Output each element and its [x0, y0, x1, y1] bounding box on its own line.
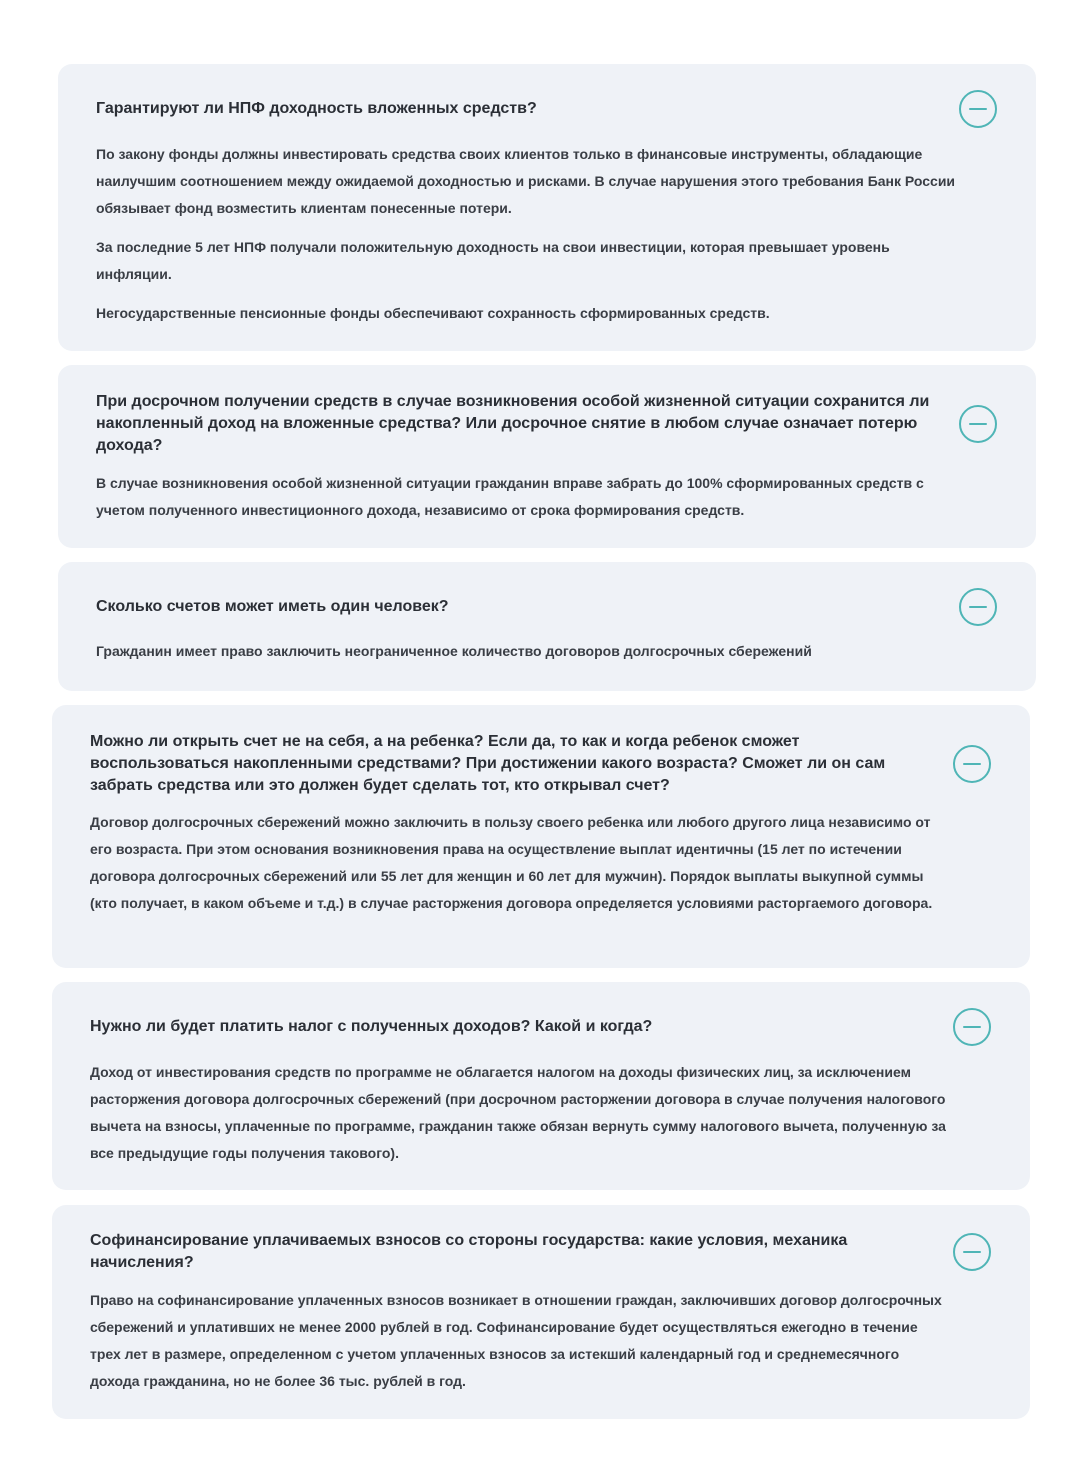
faq-answer [90, 1287, 950, 1395]
faq-answer-paragraph: Гражданин имеет право заключить неограниченное количество договоров долгосрочных сбережений [96, 643, 812, 659]
faq-answer [90, 809, 950, 917]
minus-circle-icon[interactable] [953, 1008, 991, 1046]
faq-question[interactable]: Нужно ли будет платить налог с полученных доходов? Какой и когда? [90, 1018, 653, 1035]
minus-circle-icon[interactable] [953, 745, 991, 783]
faq-question[interactable]: Можно ли открыть счет не на себя, а на ребенка? Если да, то как и когда ребенок сможет воспользоваться накопленными средствами? При достижении какого возраста? Сможет ли он сам забрать средства или это должен будет сделать тот, кто открывал счет? [90, 733, 886, 794]
faq-question[interactable]: Софинансирование уплачиваемых взносов со стороны государства: какие условия, механика начисления? [90, 1232, 848, 1271]
minus-circle-icon[interactable] [953, 1233, 991, 1271]
faq-question[interactable]: Сколько счетов может иметь один человек? [96, 598, 449, 615]
faq-answer [96, 638, 956, 665]
faq-answer [96, 470, 956, 524]
faq-question[interactable]: При досрочном получении средств в случае возникновения особой жизненной ситуации сохранится ли накопленный доход на вложенные средства? Или досрочное снятие в любом случае означает потерю дохода? [96, 393, 930, 454]
faq-answer [90, 1059, 950, 1167]
faq-item [52, 1205, 1030, 1419]
faq-question[interactable]: Гарантируют ли НПФ доходность вложенных средств? [96, 100, 537, 117]
faq-answer-paragraph: Право на софинансирование уплаченных взносов возникает в отношении граждан, заключивших договор долгосрочных сбережений и уплативших не менее 2000 рублей в год. Софинансирование будет осуществляться ежегодно в течение трех лет в размере, определенном с учетом уплаченных взносов за истекший календарный год и среднемесячного дохода гражданина, но не более 36 тыс. рублей в год. [90, 1292, 942, 1389]
faq-answer-paragraph: Доход от инвестирования средств по программе не облагается налогом на доходы физических лиц, за исключением расторжения договора долгосрочных сбережений (при досрочном расторжении договора в случае получения налогового вычета на взносы, уплаченные по программе, гражданин также обязан вернуть сумму налогового вычета, полученную за все предыдущие годы получения такового). [90, 1064, 946, 1161]
faq-answer-paragraph: Негосударственные пенсионные фонды обеспечивают сохранность сформированных средств. [96, 305, 770, 321]
minus-circle-icon[interactable] [959, 588, 997, 626]
faq-item [58, 365, 1036, 548]
faq-answer-paragraph: Договор долгосрочных сбережений можно заключить в пользу своего ребенка или любого другого лица независимо от его возраста. При этом основания возникновения права на осуществление выплат идентичны (15 лет по истечении договора долгосрочных сбережений или 55 лет для женщин и 60 лет для мужчин). Порядок выплаты выкупной суммы (кто получает, в каком объеме и т.д.) в случае расторжения договора определяется условиями расторгаемого договора. [90, 814, 933, 911]
faq-item [58, 64, 1036, 351]
faq-answer-paragraph: По закону фонды должны инвестировать средства своих клиентов только в финансовые инструменты, обладающие наилучшим соотношением между ожидаемой доходностью и рисками. В случае нарушения этого требования Банк России обязывает фонд возместить клиентам понесенные потери. [96, 146, 956, 216]
faq-answer-paragraph: В случае возникновения особой жизненной ситуации гражданин вправе забрать до 100% сформированных средств с учетом полученного инвестиционного дохода, независимо от срока формирования средств. [96, 475, 924, 518]
minus-circle-icon[interactable] [959, 405, 997, 443]
faq-item [52, 705, 1030, 968]
faq-answer [96, 141, 956, 327]
minus-circle-icon[interactable] [959, 90, 997, 128]
faq-item [58, 562, 1036, 691]
faq-item [52, 982, 1030, 1190]
faq-answer-paragraph: За последние 5 лет НПФ получали положительную доходность на свои инвестиции, которая превышает уровень инфляции. [96, 239, 890, 282]
